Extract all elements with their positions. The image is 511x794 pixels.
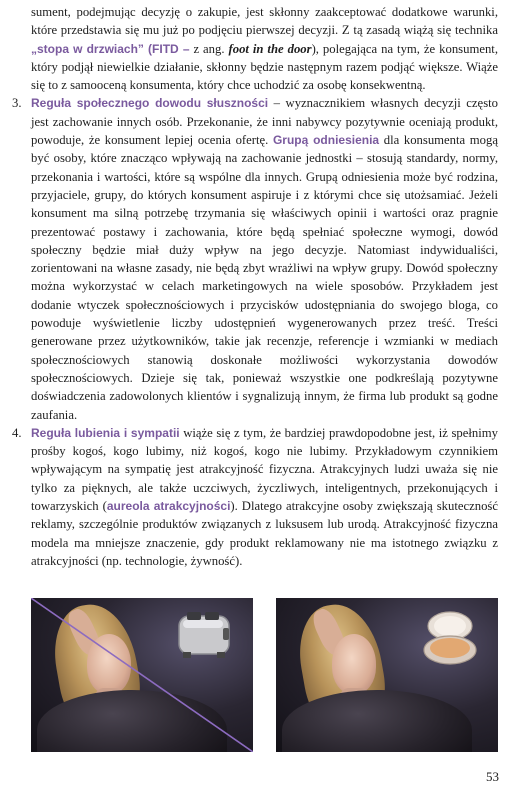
page-body-text (12, 3, 498, 570)
highlight-term-fitd: „stopa w drzwiach” (FITD – (31, 41, 190, 56)
cross-out-line (31, 598, 253, 752)
highlight-term-liking: Reguła lubienia i sympatii (31, 425, 180, 440)
list-item-3 (12, 94, 498, 423)
continued-paragraph (12, 3, 498, 94)
model-face (332, 634, 376, 694)
highlight-term-social-proof: Reguła społecznego dowodu słuszności (31, 96, 269, 111)
model-with-toaster-image (31, 598, 253, 752)
text-run: dla konsumenta mogą być osoby, które znacząco wpływają na zachowanie jednostki – stosują standardy, normy, przekonania i wartości, które są wspólne dla innych. Grupą odniesienia może być rodzina, przyjaciele, grupy, do których konsument aspiruje i z którymi chce się utożsamiać. Jeżeli konsument ma silną potrzebę trzymania się właściwych opinii i wartości oraz pragnie prezentować postawy i zachowania, które będą spełniać społeczne wymogi, dowód społeczny będzie miał duży wpływ na jego decyzje. Natomiast indywidualiści, zorientowani na własne zasady, nie będą zbyt wrażliwi na wpływ grupy. Dowód społeczny można wykorzystać w celach marketingowych na wiele sposobów. Przykładem jest dodanie wtyczek społecznościowych i przycisków udostępniania do swojego bloga, co powoduje wyświetlenie liczby udostępnień wygenerowanych przez treść. Treści generowane przez użytkowników, takie jak recenzje, referencje i wzmianki w mediach społecznościowych stanowią doskonałe możliwości wykorzystania dowodów społecznościowych. Dzieje się tak, ponieważ wszystkie one podkreślają pozytywne doświadczenia zadowolonych klientów i sygnalizują innym, że firma lub produkt są godne zaufania. (31, 133, 498, 422)
list-item-4 (12, 424, 498, 570)
italic-term: foot in the door (228, 41, 312, 56)
text-run: z ang. (189, 41, 229, 56)
text-run: ), polegająca na tym, że konsument, który podjął niewielkie działanie, skłonny będzie następnym razem podjąć większe. Wiąże się to z samooceną konsumenta, który chce uchodzić za osobę konsekwentną. (31, 41, 498, 93)
text-run: ). Dlatego atrakcyjne osoby zwiększają skuteczność reklamy, szczególnie produktów związanych z luksusem lub urodą. Atrakcyjność fizyczna modela ma mniejsze znaczenie, gdy produkt reklamowany nie ma istotnego związku z atrakcyjności (np. technologie, żywność). (31, 499, 498, 568)
highlight-term-reference-group: Grupą odniesienia (272, 133, 380, 148)
list-number: 4. (12, 425, 22, 440)
highlight-term-halo: aureola atrakcyjności (106, 499, 231, 514)
text-run: wiąże się z tym, że bardziej prawdopodobne jest, iż spełnimy prośby kogoś, kogo lubimy, niż kogoś, kogo nie lubimy. Przykładowym czynnikiem wpływającym na sympatię jest atrakcyjność fizyczna. Atrakcyjnych ludzi uważa się nie tylko za pięknych, ale także uczciwych, życzliwych, inteligentnych, przekonujących i towarzyskich ( (31, 425, 498, 514)
powder-compact-icon (420, 610, 480, 668)
page-number: 53 (486, 769, 499, 784)
text-run: sument, podejmując decyzję o zakupie, jest skłonny zaakceptować dodatkowe warunki, które przedstawia się mu już po podjęciu pierwszej decyzji. Z tą zasadą wiążą się technika (31, 5, 498, 38)
model-with-powder-image (276, 598, 498, 752)
list-number: 3. (12, 96, 22, 111)
text-run: – wyznacznikiem własnych decyzji często jest zachowanie innych osób. Przekonanie, że inni nabywcy pozytywnie oceniają produkt, powoduje, że konsument lepiej ocenia ofertę. (31, 96, 498, 148)
